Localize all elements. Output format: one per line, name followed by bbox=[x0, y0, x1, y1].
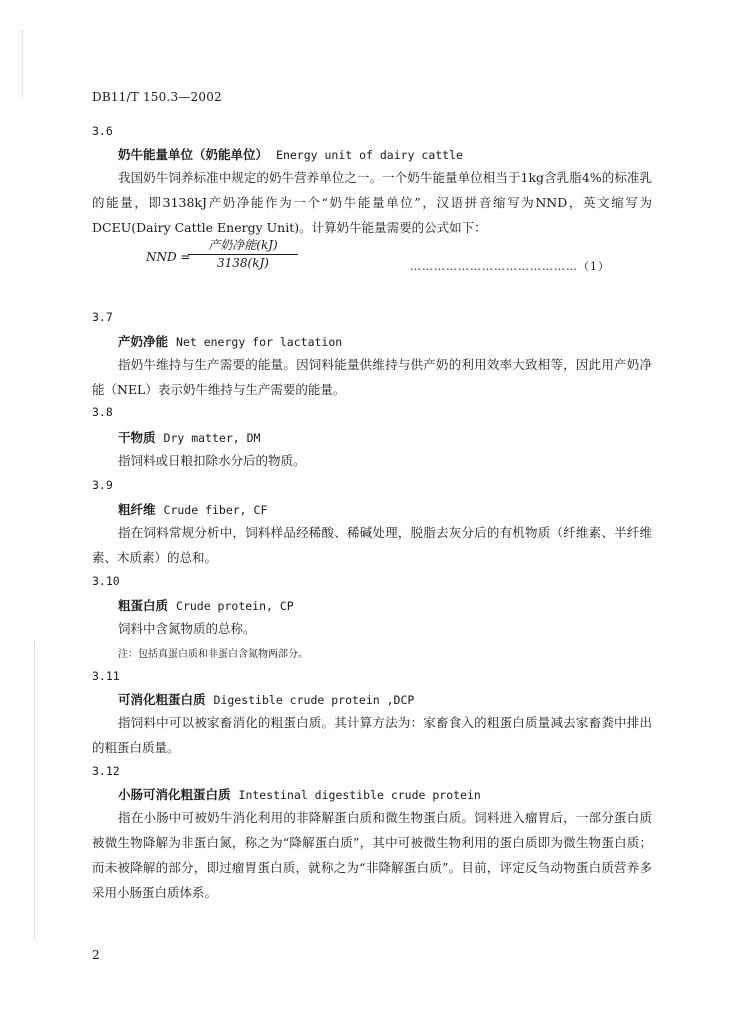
term-en: Crude protein, CP bbox=[176, 599, 294, 613]
term-cn: 粗蛋白质 bbox=[118, 598, 169, 613]
definition-text: 饲料中含氮物质的总称。 bbox=[118, 621, 256, 636]
scan-artifact bbox=[22, 30, 23, 100]
term-en: Dry matter, DM bbox=[163, 431, 261, 445]
term-heading bbox=[118, 428, 260, 446]
definition-note: 注：包括真蛋白质和非蛋白含氮物两部分。 bbox=[118, 649, 308, 660]
term-cn: 干物质 bbox=[118, 430, 156, 445]
term-cn: 产奶净能 bbox=[118, 334, 169, 349]
formula-numerator: 产奶净能(kJ) bbox=[188, 236, 298, 255]
term-heading bbox=[118, 332, 342, 350]
term-heading bbox=[118, 785, 481, 803]
term-cn: 奶牛能量单位（奶能单位） bbox=[118, 147, 269, 162]
section-number: 3.12 bbox=[92, 764, 120, 778]
page-number: 2 bbox=[92, 948, 100, 962]
term-heading bbox=[118, 690, 414, 708]
term-en: Digestible crude protein ,DCP bbox=[213, 693, 415, 707]
formula-fraction bbox=[188, 236, 298, 270]
term-en: Crude fiber, CF bbox=[163, 503, 268, 517]
equation-leader: …………………………………… bbox=[410, 260, 578, 273]
formula-denominator: 3138(kJ) bbox=[217, 256, 269, 270]
standard-code: DB11/T 150.3—2002 bbox=[92, 90, 222, 104]
term-cn: 可消化粗蛋白质 bbox=[118, 692, 206, 707]
definition-text: 我国奶牛饲养标准中规定的奶牛营养单位之一。一个奶牛能量单位相当于1kg含乳脂4%的标准乳的能量，即3138kJ产奶净能作为一个“奶牛能量单位”，汉语拼音缩写为NND，英文缩写为DCEU(Dairy Cattle Energy Unit)。计算奶牛能量需要的公式如下： bbox=[92, 170, 652, 235]
definition-text: 指在小肠中可被奶牛消化利用的非降解蛋白质和微生物蛋白质。饲料进入瘤胃后，一部分蛋白质被微生物降解为非蛋白氮，称之为“降解蛋白质”，其中可被微生物利用的蛋白质即为微生物蛋白质；而未被降解的部分，即过瘤胃蛋白质，就称之为“非降解蛋白质”。目前，评定反刍动物蛋白质营养多采用小肠蛋白质体系。 bbox=[92, 810, 652, 900]
term-heading bbox=[118, 500, 267, 518]
section-number: 3.7 bbox=[92, 310, 113, 324]
term-heading bbox=[118, 145, 463, 163]
term-en: Net energy for lactation bbox=[176, 335, 343, 349]
term-en: Energy unit of dairy cattle bbox=[276, 148, 463, 162]
definition-text: 指饲料或日粮扣除水分后的物质。 bbox=[118, 453, 306, 468]
section-number: 3.10 bbox=[92, 574, 120, 588]
term-heading bbox=[118, 596, 294, 614]
term-cn: 小肠可消化粗蛋白质 bbox=[118, 787, 231, 802]
scan-artifact bbox=[34, 640, 35, 940]
definition-text: 指饲料中可以被家畜消化的粗蛋白质。其计算方法为：家畜食入的粗蛋白质量减去家畜粪中排出的粗蛋白质量。 bbox=[92, 715, 652, 755]
section-number: 3.8 bbox=[92, 405, 113, 419]
equation-number bbox=[410, 258, 610, 274]
term-en: Intestinal digestible crude protein bbox=[238, 788, 481, 802]
term-cn: 粗纤维 bbox=[118, 502, 156, 517]
definition-text: 指在饲料常规分析中，饲料样品经稀酸、稀碱处理，脱脂去灰分后的有机物质（纤维素、半纤维素、木质素）的总和。 bbox=[92, 525, 652, 565]
equation-label: （1） bbox=[578, 260, 610, 273]
formula-lhs: NND = bbox=[146, 250, 191, 264]
definition-text: 指奶牛维持与生产需要的能量。因饲料能量供维持与供产奶的利用效率大致相等，因此用产奶净能（NEL）表示奶牛维持与生产需要的能量。 bbox=[92, 357, 652, 397]
section-number: 3.11 bbox=[92, 669, 120, 683]
section-number: 3.9 bbox=[92, 478, 113, 492]
section-number: 3.6 bbox=[92, 124, 113, 138]
